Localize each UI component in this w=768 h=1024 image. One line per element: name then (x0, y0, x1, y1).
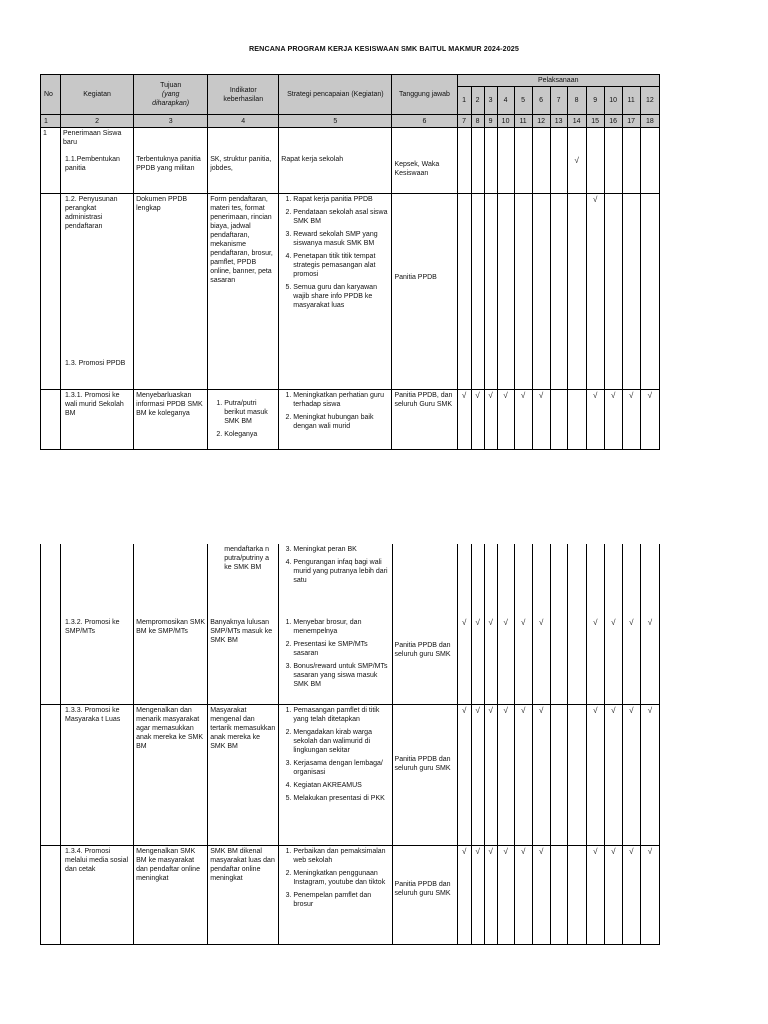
header-pelaksanaan: Pelaksanaan (457, 75, 659, 87)
month-mark: √ (484, 704, 497, 845)
month-mark (457, 128, 471, 194)
month-mark (604, 128, 622, 194)
month-mark: √ (640, 390, 659, 450)
strategi-cell: Rapat kerja sekolah (279, 128, 392, 194)
month-mark (567, 845, 586, 944)
list-item: 1. Perbaikan dan pemaksimalan web sekolah (293, 847, 389, 865)
month-mark (497, 128, 514, 194)
month-mark (514, 128, 532, 194)
month-header: 3 (484, 87, 497, 115)
month-mark: √ (604, 704, 622, 845)
month-mark (622, 194, 640, 390)
tujuan-cell: Terbentuknya panitia PPDB yang militan (134, 128, 208, 194)
month-mark: √ (622, 845, 640, 944)
month-mark: √ (497, 704, 514, 845)
list-item: 2. Presentasi ke SMP/MTs sasaran (293, 640, 389, 658)
month-mark (640, 194, 659, 390)
month-mark: √ (514, 704, 532, 845)
kegiatan-cell: 1.3.2. Promosi ke SMP/MTs (61, 612, 134, 704)
col-number: 5 (279, 115, 392, 128)
list-item: 1. Menyebar brosur, dan menempelnya (293, 618, 389, 636)
indikator-cell (208, 390, 279, 450)
month-mark: √ (640, 704, 659, 845)
month-mark: √ (532, 704, 550, 845)
month-mark: √ (622, 390, 640, 450)
table-row (41, 612, 660, 704)
month-mark: √ (640, 612, 659, 704)
month-mark: √ (497, 845, 514, 944)
col-number: 11 (514, 115, 532, 128)
month-mark: √ (532, 612, 550, 704)
document-title: RENCANA PROGRAM KERJA KESISWAAN SMK BAITUL MAKMUR 2024-2025 (248, 44, 519, 53)
list-item: 3. Penempelan pamflet dan brosur (293, 891, 389, 909)
kegiatan-cell: 1.3.1. Promosi ke wali murid Sekolah BM (61, 390, 134, 450)
month-mark: √ (514, 390, 532, 450)
month-mark: √ (586, 612, 604, 704)
month-header: 7 (550, 87, 567, 115)
kegiatan-cell: 1.3.4. Promosi melalui media sosial dan cetak (61, 845, 134, 944)
month-mark: √ (484, 845, 497, 944)
header-kegiatan: Kegiatan (61, 75, 134, 115)
month-mark: √ (484, 612, 497, 704)
table-row (41, 128, 660, 194)
tujuan-cell: Mengenalkan SMK BM ke masyarakat dan pendaftar online meningkat (134, 845, 208, 944)
tanggung-jawab-cell: Panitia PPDB dan seluruh guru SMK (392, 704, 457, 845)
month-mark: √ (586, 845, 604, 944)
month-mark: √ (586, 194, 604, 390)
month-header: 11 (622, 87, 640, 115)
month-mark (471, 194, 484, 390)
month-mark: √ (457, 390, 471, 450)
indikator-cell: mendaftarka n putra/putriny a ke SMK BM (208, 544, 279, 612)
month-mark: √ (604, 845, 622, 944)
month-mark: √ (622, 612, 640, 704)
month-header: 10 (604, 87, 622, 115)
list-item: 2. Koleganya (224, 430, 276, 439)
col-number: 8 (471, 115, 484, 128)
month-mark (567, 704, 586, 845)
indikator-cell: SK, struktur panitia, jobdes, (208, 128, 279, 194)
list-item: 4. Penetapan titik titik tempat strategis pemasangan alat promosi (293, 252, 389, 279)
indikator-cell: SMK BM dikenal masyarakat luas dan pendaftar online meningkat (208, 845, 279, 944)
col-number: 15 (586, 115, 604, 128)
strategi-cell (279, 390, 392, 450)
header-indikator: Indikator keberhasilan (208, 75, 279, 115)
month-mark: √ (532, 845, 550, 944)
list-item: 1. Pemasangan pamflet di titik yang telah ditetapkan (293, 706, 389, 724)
table-row (41, 704, 660, 845)
month-mark: √ (457, 845, 471, 944)
month-header: 12 (640, 87, 659, 115)
tanggung-jawab-cell: Panitia PPDB (392, 194, 457, 390)
kegiatan-cell: 1.3.3. Promosi ke Masyaraka t Luas (61, 704, 134, 845)
col-number: 7 (457, 115, 471, 128)
month-mark: √ (514, 845, 532, 944)
month-mark: √ (604, 390, 622, 450)
month-mark (550, 845, 567, 944)
tujuan-cell: Mempromosikan SMK BM ke SMP/MTs (134, 612, 208, 704)
list-item: 3. Meningkat peran BK (293, 545, 389, 554)
col-number: 9 (484, 115, 497, 128)
strategi-cell (279, 544, 392, 612)
month-header: 8 (567, 87, 586, 115)
month-mark: √ (497, 612, 514, 704)
row-number: 1 (41, 128, 61, 194)
strategi-cell (279, 845, 392, 944)
month-header: 9 (586, 87, 604, 115)
month-mark: √ (622, 704, 640, 845)
month-mark (586, 128, 604, 194)
tanggung-jawab-cell: Kepsek, Waka Kesiswaan (392, 128, 457, 194)
tanggung-jawab-cell: Panitia PPDB dan seluruh guru SMK (392, 845, 457, 944)
list-item: 1. Putra/putri berikut masuk SMK BM (224, 399, 276, 426)
list-item: 3. Bonus/reward untuk SMP/MTs sasaran yang siswa masuk SMK BM (293, 662, 389, 689)
kegiatan-cell: Penerimaan Siswa baru 1.1.Pembentukan panitia (61, 128, 134, 194)
table-row (41, 194, 660, 390)
indikator-cell: Form pendaftaran, materi tes, format penerimaan, rincian biaya, jadwal pendaftaran, mekanisme pendaftaran, brosur, pamflet, PPDB online, banner, peta sasaran (208, 194, 279, 390)
program-table-page2 (40, 544, 660, 945)
month-header: 1 (457, 87, 471, 115)
strategi-cell (279, 612, 392, 704)
col-number: 18 (640, 115, 659, 128)
month-mark: √ (471, 612, 484, 704)
tujuan-cell: Mengenalkan dan menarik masyarakat agar memasukkan anak mereka ke SMK BM (134, 704, 208, 845)
col-number: 16 (604, 115, 622, 128)
month-mark (484, 194, 497, 390)
month-mark (484, 128, 497, 194)
tujuan-cell: Dokumen PPDB lengkap (134, 194, 208, 390)
col-number: 14 (567, 115, 586, 128)
table-row (41, 544, 660, 612)
month-mark (550, 390, 567, 450)
tujuan-cell: Menyebarluaskan informasi PPDB SMK BM ke koleganya (134, 390, 208, 450)
month-mark (532, 128, 550, 194)
month-mark: √ (567, 128, 586, 194)
col-number: 12 (532, 115, 550, 128)
col-number: 3 (134, 115, 208, 128)
month-mark: √ (586, 390, 604, 450)
month-header: 5 (514, 87, 532, 115)
month-mark (550, 704, 567, 845)
col-number: 2 (61, 115, 134, 128)
list-item: 4. Kegiatan AKREAMUS (293, 781, 389, 790)
list-item: 4. Pengurangan infaq bagi wali murid yang putranya lebih dari satu (293, 558, 389, 585)
list-item: 1. Meningkatkan perhatian guru terhadap siswa (293, 391, 389, 409)
month-mark (622, 128, 640, 194)
list-item: 1. Rapat kerja panitia PPDB (293, 195, 389, 204)
col-number: 17 (622, 115, 640, 128)
month-mark: √ (532, 390, 550, 450)
col-number: 4 (208, 115, 279, 128)
header-strategi: Strategi pencapaian (Kegiatan) (279, 75, 392, 115)
month-mark: √ (640, 845, 659, 944)
col-number: 13 (550, 115, 567, 128)
month-mark (550, 612, 567, 704)
month-mark: √ (457, 612, 471, 704)
month-mark (550, 194, 567, 390)
month-mark (514, 194, 532, 390)
table-row (41, 390, 660, 450)
header-no: No (41, 75, 61, 115)
kegiatan-cell: 1.2. Penyusunan perangkat administrasi pendaftaran 1.3. Promosi PPDB (61, 194, 134, 390)
list-item: 5. Semua guru dan karyawan wajib share info PPDB ke masyarakat luas (293, 283, 389, 310)
list-item: 2. Meningkat hubungan baik dengan wali murid (293, 413, 389, 431)
tanggung-jawab-cell: Panitia PPDB dan seluruh guru SMK (392, 612, 457, 704)
list-item: 2. Meningkatkan penggunaan Instagram, youtube dan tiktok (293, 869, 389, 887)
indikator-cell: Masyarakat mengenal dan tertarik memasukkan anak mereka ke SMK BM (208, 704, 279, 845)
month-mark: √ (471, 704, 484, 845)
strategi-cell (279, 194, 392, 390)
month-mark (604, 194, 622, 390)
month-mark: √ (514, 612, 532, 704)
list-item: 2. Pendataan sekolah asal siswa SMK BM (293, 208, 389, 226)
indikator-cell: Banyaknya lulusan SMP/MTs masuk ke SMK BM (208, 612, 279, 704)
month-mark: √ (586, 704, 604, 845)
month-mark (640, 128, 659, 194)
strategi-cell (279, 704, 392, 845)
month-header: 2 (471, 87, 484, 115)
month-mark (567, 612, 586, 704)
program-table-page1 (40, 74, 660, 450)
col-number: 10 (497, 115, 514, 128)
header-tujuan: Tujuan (yang diharapkan) (134, 75, 208, 115)
month-header: 4 (497, 87, 514, 115)
month-mark (471, 128, 484, 194)
month-mark: √ (471, 390, 484, 450)
month-mark: √ (471, 845, 484, 944)
month-mark: √ (457, 704, 471, 845)
month-mark (497, 194, 514, 390)
month-mark (567, 194, 586, 390)
tanggung-jawab-cell: Panitia PPDB, dan seluruh Guru SMK (392, 390, 457, 450)
month-mark (567, 390, 586, 450)
month-header: 6 (532, 87, 550, 115)
list-item: 3. Reward sekolah SMP yang siswanya masuk SMK BM (293, 230, 389, 248)
month-mark (457, 194, 471, 390)
month-mark: √ (604, 612, 622, 704)
month-mark: √ (484, 390, 497, 450)
month-mark (532, 194, 550, 390)
col-number: 6 (392, 115, 457, 128)
col-number: 1 (41, 115, 61, 128)
table-row (41, 845, 660, 944)
month-mark: √ (497, 390, 514, 450)
header-tanggung-jawab: Tanggung jawab (392, 75, 457, 115)
month-mark (550, 128, 567, 194)
list-item: 5. Melakukan presentasi di PKK (293, 794, 389, 803)
list-item: 2. Mengadakan kirab warga sekolah dan walimurid di lingkungan sekitar (293, 728, 389, 755)
list-item: 3. Kerjasama dengan lembaga/ organisasi (293, 759, 389, 777)
